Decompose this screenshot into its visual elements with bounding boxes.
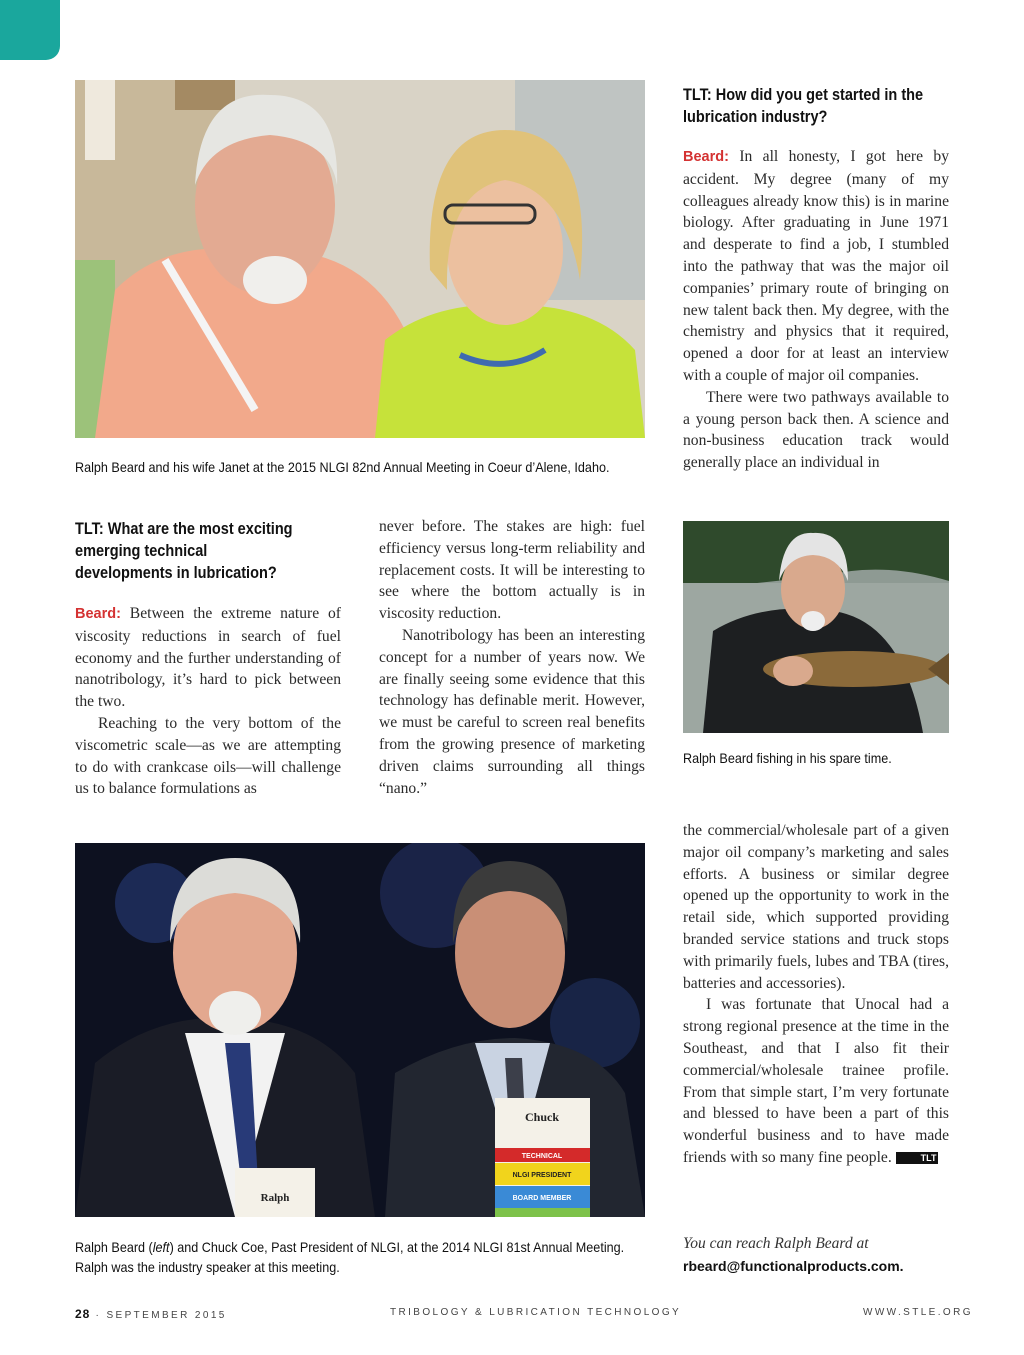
tlt-end-mark: TLT bbox=[896, 1152, 939, 1164]
answer-1-paragraph-2b: the commercial/wholesale part of a given major oil company’s marketing and sales efforts. A business or similar degree opened up the opportunity to work in the retail side, which supported providing branded service stations and truck stops with primarily fuels, lubes and TBA (tires, batteries and accessories). bbox=[683, 822, 949, 992]
ribbon-president: NLGI PRESIDENT bbox=[512, 1172, 572, 1179]
footer-left bbox=[75, 1307, 227, 1321]
answer-1-paragraph-1: In all honesty, I got here by accident. My degree (many of my colleagues already know this) is in marine biology. After graduating in June 1971 and desperate to find a job, I stumbled into the pathway that was the major oil companies’ primary route of bringing on new talent back then. My degree, with the chemistry and physics that it required, opened a door for at least an interview with a couple of major oil companies. bbox=[683, 148, 949, 384]
badge-left-name: Ralph bbox=[260, 1192, 290, 1204]
corner-tab bbox=[0, 0, 60, 60]
caption-top-photo: Ralph Beard and his wife Janet at the 2015 NLGI 82nd Annual Meeting in Coeur d’Alene, Idaho. bbox=[75, 459, 610, 475]
answer-2-paragraph-2a: Reaching to the very bottom of the viscometric scale—as we are attempting to do with crankcase oils—will challenge us to balance formulations as bbox=[75, 714, 341, 798]
contact-email[interactable]: rbeard@functionalproducts.com. bbox=[683, 1258, 904, 1274]
speaker-label: Beard: bbox=[683, 149, 729, 165]
answer-2-left-column bbox=[75, 603, 341, 800]
ribbon-technical: TECHNICAL bbox=[521, 1153, 563, 1160]
magazine-title: TRIBOLOGY & LUBRICATION TECHNOLOGY bbox=[390, 1307, 682, 1318]
answer-2-middle-column bbox=[379, 516, 645, 799]
answer-2-paragraph-1: Between the extreme nature of viscosity reductions in search of fuel economy and the further understanding of nanotribology, it’s hard to pick between the two. bbox=[75, 605, 341, 711]
speaker-label-2: Beard: bbox=[75, 606, 121, 622]
answer-1-paragraph-3: I was fortunate that Unocal had a strong regional presence at the time in the Southeast, and that I also fit their commercial/wholesale trainee profile. From that simple start, I’m very fortunate and blessed to have been a part of this wonderful business and to have made friends with so many fine people. bbox=[683, 996, 949, 1166]
photo-fishing bbox=[683, 521, 949, 733]
caption-fishing-photo: Ralph Beard fishing in his spare time. bbox=[683, 750, 892, 766]
caption-bottom-part-1: Ralph Beard ( bbox=[75, 1239, 153, 1255]
answer-1-part-1 bbox=[683, 146, 949, 474]
caption-bottom-part-2: ) and Chuck Coe, Past President of NLGI, at the 2014 NLGI 81st Annual Meeting. Ralph was the industry speaker at this meeting. bbox=[75, 1239, 625, 1275]
website-url[interactable]: WWW.STLE.ORG bbox=[863, 1307, 973, 1318]
caption-bottom-photo bbox=[75, 1237, 647, 1277]
page-number: 28 bbox=[75, 1307, 91, 1321]
caption-bottom-italic: left bbox=[152, 1239, 170, 1255]
ribbon-board-member: BOARD MEMBER bbox=[512, 1195, 572, 1202]
photo-beard-and-coe bbox=[75, 843, 645, 1217]
contact-block bbox=[683, 1233, 953, 1277]
photo-beard-and-wife bbox=[75, 80, 645, 438]
footer-separator: · bbox=[95, 1310, 107, 1321]
issue-date: SEPTEMBER 2015 bbox=[106, 1310, 227, 1321]
answer-2-paragraph-2b: never before. The stakes are high: fuel efficiency versus long-term reliability and replacement costs. It will be interesting to see where the bottom actually is in viscosity reduction. bbox=[379, 518, 645, 623]
answer-1-part-2 bbox=[683, 820, 949, 1169]
contact-line: You can reach Ralph Beard at bbox=[683, 1235, 869, 1252]
question-1: TLT: How did you get started in the lubrication industry? bbox=[683, 86, 924, 126]
answer-2-paragraph-3: Nanotribology has been an interesting concept for a number of years now. We are finally seeing some evidence that this technology has definable merit. However, we must be careful to screen real benefits from the growing presence of marketing driven claims surrounding all things “nano.” bbox=[379, 626, 645, 797]
answer-1-paragraph-2a: There were two pathways available to a young person back then. A science and non-business education track would generally place an individual in bbox=[683, 388, 949, 472]
question-2: TLT: What are the most exciting emerging technical developments in lubrication? bbox=[75, 520, 293, 582]
badge-right-name: Chuck bbox=[524, 1110, 560, 1124]
